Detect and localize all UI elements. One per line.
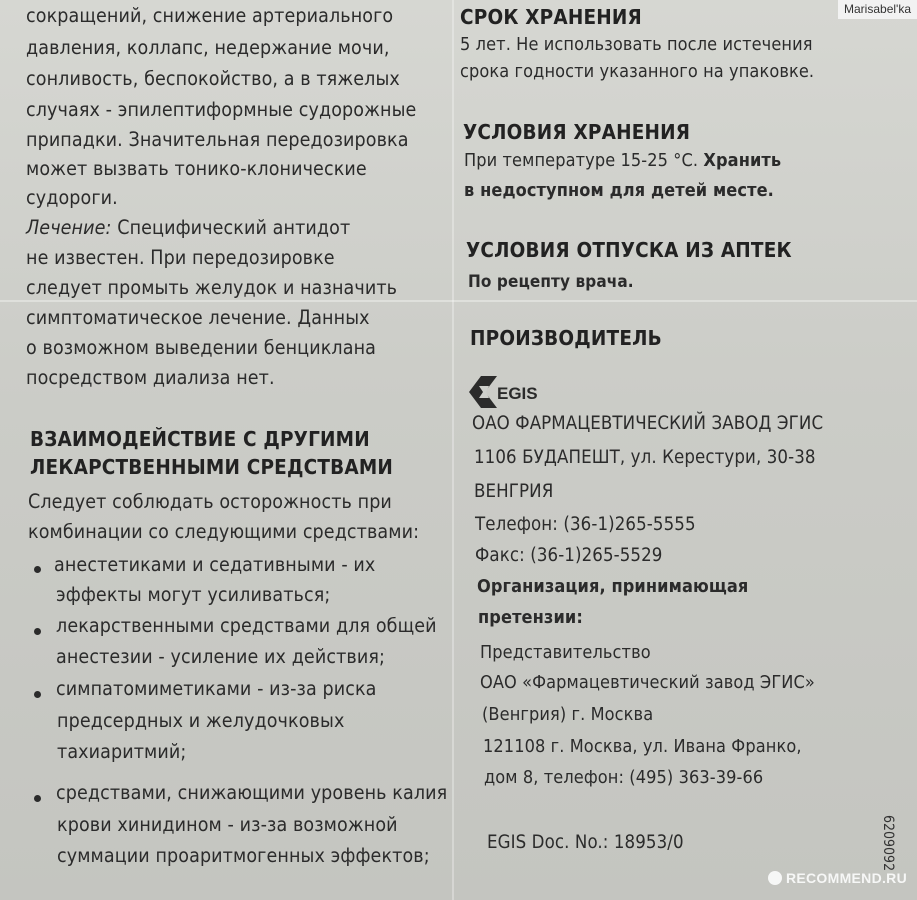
storage-heading: УСЛОВИЯ ХРАНЕНИЯ (463, 120, 691, 144)
bullet-text: анестетиками и седативными - их (54, 553, 376, 576)
claims-heading: Организация, принимающая (477, 576, 749, 597)
storage-keep: Хранить (703, 150, 782, 171)
dispense-text: По рецепту врача. (468, 272, 634, 292)
interaction-heading: ЛЕКАРСТВЕННЫМИ СРЕДСТВАМИ (30, 455, 394, 479)
manufacturer-fax: Факс: (36-1)265-5529 (475, 545, 663, 566)
treatment-text: Специфический антидот (111, 216, 351, 239)
author-watermark: Marisabel'ka (838, 0, 917, 19)
storage-text (464, 150, 781, 171)
bullet-dot (34, 566, 41, 573)
bullet-text: эффекты могут усиливаться; (56, 583, 331, 606)
bullet-text: анестезии - усиление их действия; (56, 645, 385, 668)
recommend-logo-icon (768, 871, 782, 885)
bullet-text: симпатомиметиками - из-за риска (56, 677, 377, 700)
shelf-life-heading: СРОК ХРАНЕНИЯ (460, 5, 642, 29)
bullet-text: средствами, снижающими уровень калия (56, 781, 448, 804)
bullet-text: лекарственными средствами для общей (56, 614, 437, 637)
treatment-first-line (26, 216, 350, 239)
bullet-dot (34, 795, 41, 802)
overdose-text: сокращений, снижение артериального (26, 4, 394, 27)
shelf-life-text: срока годности указанного на упаковке. (460, 61, 815, 82)
treatment-text: посредством диализа нет. (26, 366, 275, 389)
bullet-text: крови хинидином - из-за возможной (57, 813, 398, 836)
storage-temp: При температуре 15-25 °С. (464, 150, 704, 171)
interaction-heading: ВЗАИМОДЕЙСТВИЕ С ДРУГИМИ (30, 427, 370, 451)
manufacturer-text: ВЕНГРИЯ (474, 481, 554, 502)
overdose-text: сонливость, беспокойство, а в тяжелых (26, 67, 400, 90)
claims-text: ОАО «Фармацевтический завод ЭГИС» (480, 672, 815, 693)
manufacturer-phone: Телефон: (36-1)265-5555 (475, 514, 696, 535)
claims-text: 121108 г. Москва, ул. Ивана Франко, (483, 736, 802, 757)
treatment-text: следует промыть желудок и назначить (26, 276, 398, 299)
treatment-text: о возможном выведении бенциклана (26, 336, 376, 359)
storage-text: в недоступном для детей месте. (464, 180, 774, 201)
site-watermark (768, 870, 907, 886)
bullet-text: предсердных и желудочковых (57, 709, 345, 732)
overdose-text: припадки. Значительная передозировка (26, 128, 409, 151)
dispense-heading: УСЛОВИЯ ОТПУСКА ИЗ АПТЕК (466, 238, 792, 262)
manufacturer-text: ОАО ФАРМАЦЕВТИЧЕСКИЙ ЗАВОД ЭГИС (472, 413, 824, 434)
claims-heading: претензии: (478, 607, 583, 628)
manufacturer-heading: ПРОИЗВОДИТЕЛЬ (470, 326, 662, 350)
overdose-text: давления, коллапс, недержание мочи, (26, 36, 390, 59)
overdose-text: судороги. (26, 186, 118, 209)
bullet-dot (34, 628, 41, 635)
site-watermark-text: RECOMMEND.RU (785, 870, 907, 886)
treatment-text: симптоматическое лечение. Данных (26, 306, 370, 329)
bullet-dot (34, 691, 41, 698)
treatment-text: не известен. При передозировке (26, 246, 335, 269)
interaction-intro: Следует соблюдать осторожность при (28, 490, 392, 513)
doc-number: EGIS Doc. No.: 18953/0 (487, 832, 684, 853)
paper-fold (452, 0, 454, 900)
treatment-label: Лечение: (26, 216, 112, 239)
claims-phone: дом 8, телефон: (495) 363-39-66 (484, 767, 764, 788)
side-code: 6209092 (880, 815, 896, 872)
overdose-text: может вызвать тонико-клонические (26, 157, 367, 180)
claims-text: Представительство (480, 642, 651, 663)
interaction-intro: комбинации со следующими средствами: (28, 520, 420, 543)
logo-text: EGIS (497, 384, 538, 403)
bullet-text: суммации проаритмогенных эффектов; (57, 844, 430, 867)
shelf-life-text: 5 лет. Не использовать после истечения (460, 34, 813, 55)
manufacturer-text: 1106 БУДАПЕШТ, ул. Керестури, 30-38 (474, 447, 816, 468)
egis-logo (467, 372, 557, 412)
paper-fold (0, 300, 917, 302)
bullet-text: тахиаритмий; (57, 740, 187, 763)
claims-text: (Венгрия) г. Москва (482, 704, 654, 725)
overdose-text: случаях - эпилептиформные судорожные (26, 98, 417, 121)
